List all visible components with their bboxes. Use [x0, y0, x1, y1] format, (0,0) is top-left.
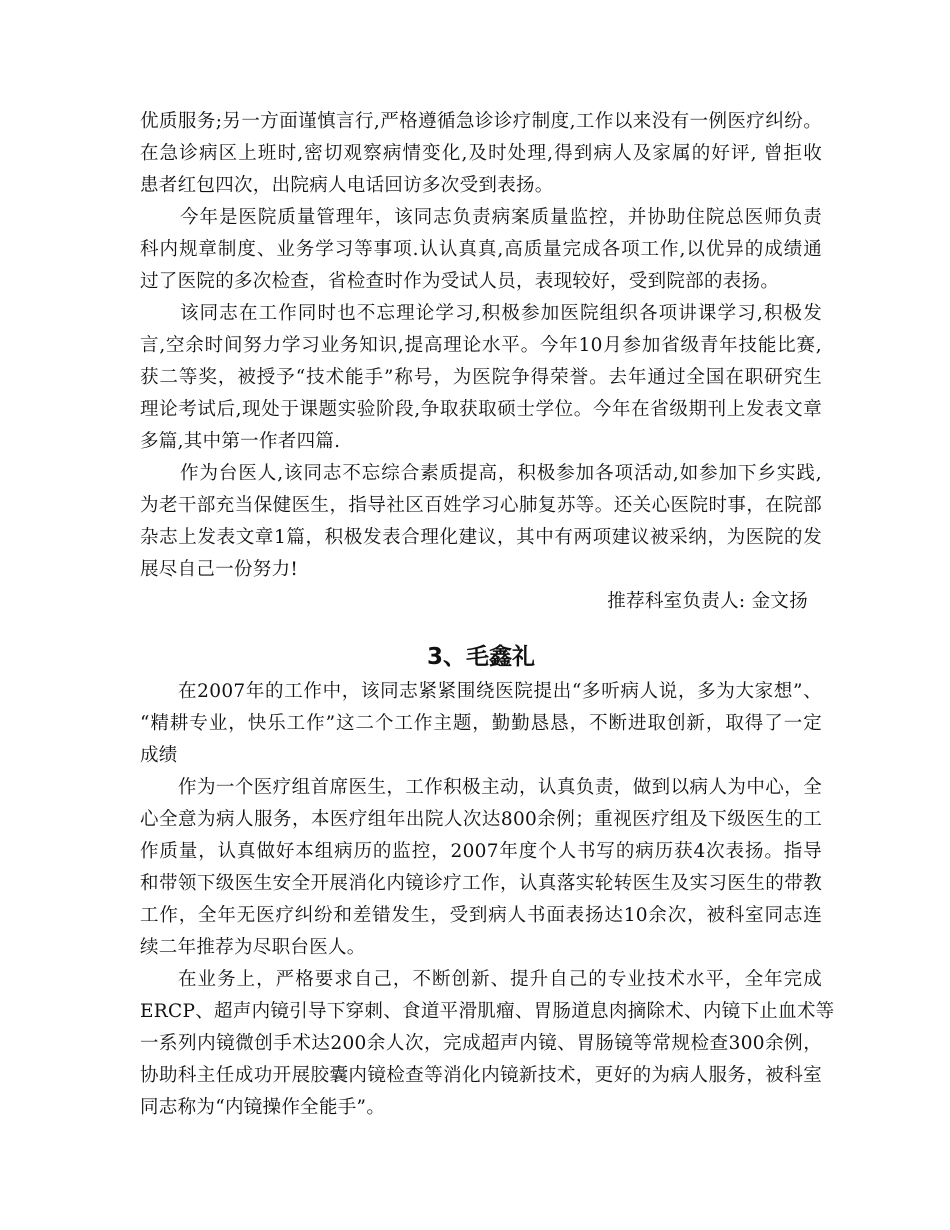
- text-line: 杂志上发表文章1篇，积极发表合理化建议，其中有两项建议被采纳，为医院的发: [140, 527, 822, 548]
- text-line: “精耕专业，快乐工作”这二个工作主题，勤勤恳恳，不断进取创新，取得了一定: [140, 713, 822, 734]
- paragraph: [140, 106, 822, 202]
- document-page: [140, 106, 835, 1124]
- text-line: 过了医院的多次检查，省检查时作为受试人员，表现较好，受到院部的表扬。: [140, 271, 780, 292]
- text-line: 多篇,其中第一作者四篇.: [140, 431, 341, 452]
- text-line: 和带领下级医生安全开展消化内镜诊疗工作，认真落实轮转医生及实习医生的带教: [140, 873, 822, 894]
- paragraph: [140, 458, 822, 586]
- text-line: 作为台医人,该同志不忘综合素质提高，积极参加各项活动,如参加下乡实践,: [180, 463, 822, 484]
- paragraph: [140, 202, 822, 298]
- text-line: 成绩: [140, 745, 178, 766]
- signature-line: 推荐科室负责人: 金文扬: [607, 591, 808, 612]
- paragraph: [140, 676, 822, 772]
- text-line: 理论考试后,现处于课题实验阶段,争取获取硕士学位。今年在省级期刊上发表文章: [140, 399, 822, 420]
- text-line: 作质量，认真做好本组病历的监控，2007年度个人书写的病历获4次表扬。指导: [140, 841, 822, 862]
- text-line: 续二年推荐为尽职台医人。: [140, 937, 366, 958]
- paragraph: [140, 964, 835, 1124]
- text-line: 同志称为“内镜操作全能手”。: [140, 1097, 386, 1118]
- paragraph: [140, 772, 822, 964]
- text-line: 在急诊病区上班时,密切观察病情变化,及时处理,得到病人及家属的好评, 曾拒收: [140, 143, 822, 164]
- text-line: 言,空余时间努力学习业务知识,提高理论水平。今年10月参加省级青年技能比赛,: [140, 335, 822, 356]
- paragraph: [140, 298, 822, 458]
- text-line: 一系列内镜微创手术达200余人次，完成超声内镜、胃肠镜等常规检查300余例，: [140, 1033, 822, 1054]
- text-line: 作为一个医疗组首席医生，工作积极主动，认真负责，做到以病人为中心，全: [178, 777, 822, 798]
- text-line: 工作，全年无医疗纠纷和差错发生，受到病人书面表扬达10余次，被科室同志连: [140, 905, 822, 926]
- text-line: ERCP、超声内镜引导下穿刺、食道平滑肌瘤、胃肠道息肉摘除术、内镜下止血术等: [140, 1001, 835, 1022]
- section-recommendation-1: [140, 106, 822, 586]
- text-line: 科内规章制度、业务学习等事项.认认真真,高质量完成各项工作,以优异的成绩通: [140, 239, 822, 260]
- text-line: 在2007年的工作中，该同志紧紧围绕医院提出“多听病人说，多为大家想”、: [178, 681, 822, 702]
- text-line: 优质服务;另一方面谨慎言行,严格遵循急诊诊疗制度,工作以来没有一例医疗纠纷。: [140, 111, 822, 132]
- text-line: 协助科主任成功开展胶囊内镜检查等消化内镜新技术，更好的为病人服务，被科室: [140, 1065, 822, 1086]
- text-line: 展尽自己一份努力!: [140, 559, 299, 580]
- text-line: 获二等奖，被授予“技术能手”称号，为医院争得荣誉。去年通过全国在职研究生: [140, 367, 822, 388]
- text-line: 今年是医院质量管理年，该同志负责病案质量监控，并协助住院总医师负责: [180, 207, 822, 228]
- text-line: 该同志在工作同时也不忘理论学习,积极参加医院组织各项讲课学习,积极发: [180, 303, 822, 324]
- text-line: 心全意为病人服务，本医疗组年出院人次达800余例；重视医疗组及下级医生的工: [140, 809, 822, 830]
- text-line: 在业务上，严格要求自己，不断创新、提升自己的专业技术水平，全年完成: [178, 969, 822, 990]
- section-recommendation-2: [140, 676, 835, 1124]
- text-line: 患者红包四次，出院病人电话回访多次受到表扬。: [140, 175, 554, 196]
- section-title: 3、毛鑫礼: [426, 644, 535, 670]
- text-line: 为老干部充当保健医生，指导社区百姓学习心肺复苏等。还关心医院时事，在院部: [140, 495, 822, 516]
